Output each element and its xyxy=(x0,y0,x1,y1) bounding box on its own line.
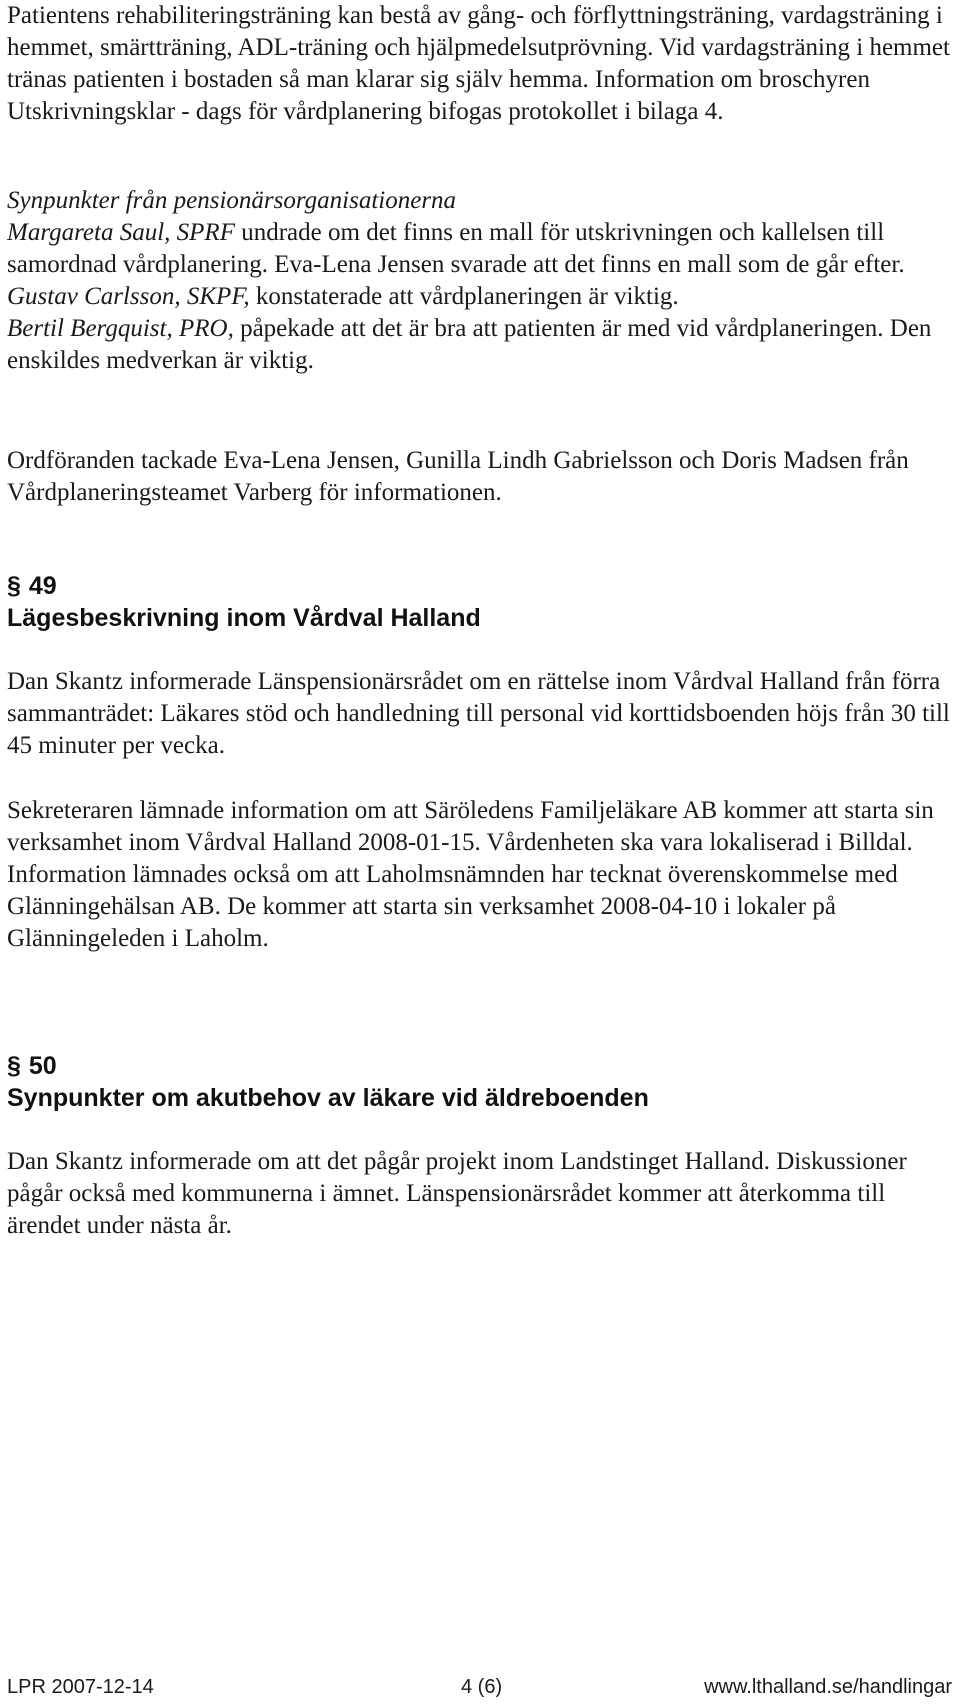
section-49-paragraph-1: Dan Skantz informerade Länspensionärsrådet om en rättelse inom Vårdval Halland från förra sammanträdet: Läkares stöd och handledning till personal vid korttidsboenden höjs från 30 till 45 minuter per vecka. xyxy=(7,668,950,759)
section-title: Lägesbeskrivning inom Vårdval Halland xyxy=(7,604,481,632)
speaker-carlsson: Gustav Carlsson, SKPF, xyxy=(7,283,250,310)
rehab-paragraph: Patientens rehabiliteringsträning kan bestå av gång- och förflyttningsträning, vardagsträning i hemmet, smärtträning, ADL-träning och hjälpmedelsutprövning. Vid vardagsträning i hemmet tränas patienten i bostaden så man klarar sig själv hemma. Information om broschyren Utskrivningsklar - dags för vårdplanering bifogas protokollet i bilaga 4. xyxy=(7,2,950,125)
statement-saul xyxy=(7,217,952,281)
section-49-heading xyxy=(7,570,952,634)
statement-carlsson xyxy=(7,281,952,313)
footer-meeting-ref: LPR 2007-12-14 xyxy=(7,1676,154,1698)
statement-bergquist-text: påpekade att det är bra att patienten är med vid vårdplaneringen. Den enskildes medverkan är viktig. xyxy=(7,315,932,374)
statement-saul-text: undrade om det finns en mall för utskrivningen och kallelsen till samordnad vårdplanering. Eva-Lena Jensen svarade att det finns en mall som de går efter. xyxy=(7,219,905,278)
thanks-paragraph: Ordföranden tackade Eva-Lena Jensen, Gunilla Lindh Gabrielsson och Doris Madsen från Vårdplaneringsteamet Varberg för informationen. xyxy=(7,447,909,506)
page-footer xyxy=(7,1676,952,1702)
section-number: 50 xyxy=(28,1052,57,1080)
statement-carlsson-text: konstaterade att vårdplaneringen är viktig. xyxy=(249,283,679,310)
section-49-paragraph-2: Sekreteraren lämnade information om att Säröledens Familjeläkare AB kommer att starta sin verksamhet inom Vårdval Halland 2008-01-15. Vårdenheten ska vara lokaliserad i Billdal. Information lämnades också om att Laholmsnämnden har tecknat överenskommelse med Glänningehälsan AB. De kommer att starta sin verksamhet 2008-04-10 i lokaler på Glänningeleden i Laholm. xyxy=(7,797,934,952)
speaker-saul: Margareta Saul, SPRF xyxy=(7,219,235,246)
footer-url: www.lthalland.se/handlingar xyxy=(704,1676,952,1698)
statement-bergquist xyxy=(7,313,952,377)
section-50-paragraph-1: Dan Skantz informerade om att det pågår projekt inom Landstinget Halland. Diskussioner pågår också med kommunerna i ämnet. Länspensionärsrådet kommer att återkomma till ärendet under nästa år. xyxy=(7,1148,907,1239)
speaker-bergquist: Bertil Bergquist, PRO, xyxy=(7,315,234,342)
section-title: Synpunkter om akutbehov av läkare vid äldreboenden xyxy=(7,1084,649,1112)
section-symbol: § xyxy=(7,572,21,600)
section-symbol: § xyxy=(7,1052,21,1080)
section-number: 49 xyxy=(28,572,57,600)
pension-heading: Synpunkter från pensionärsorganisationerna xyxy=(7,187,457,214)
pension-organisations-block xyxy=(7,185,952,377)
section-50-heading xyxy=(7,1050,952,1114)
footer-page-number: 4 (6) xyxy=(461,1676,503,1698)
